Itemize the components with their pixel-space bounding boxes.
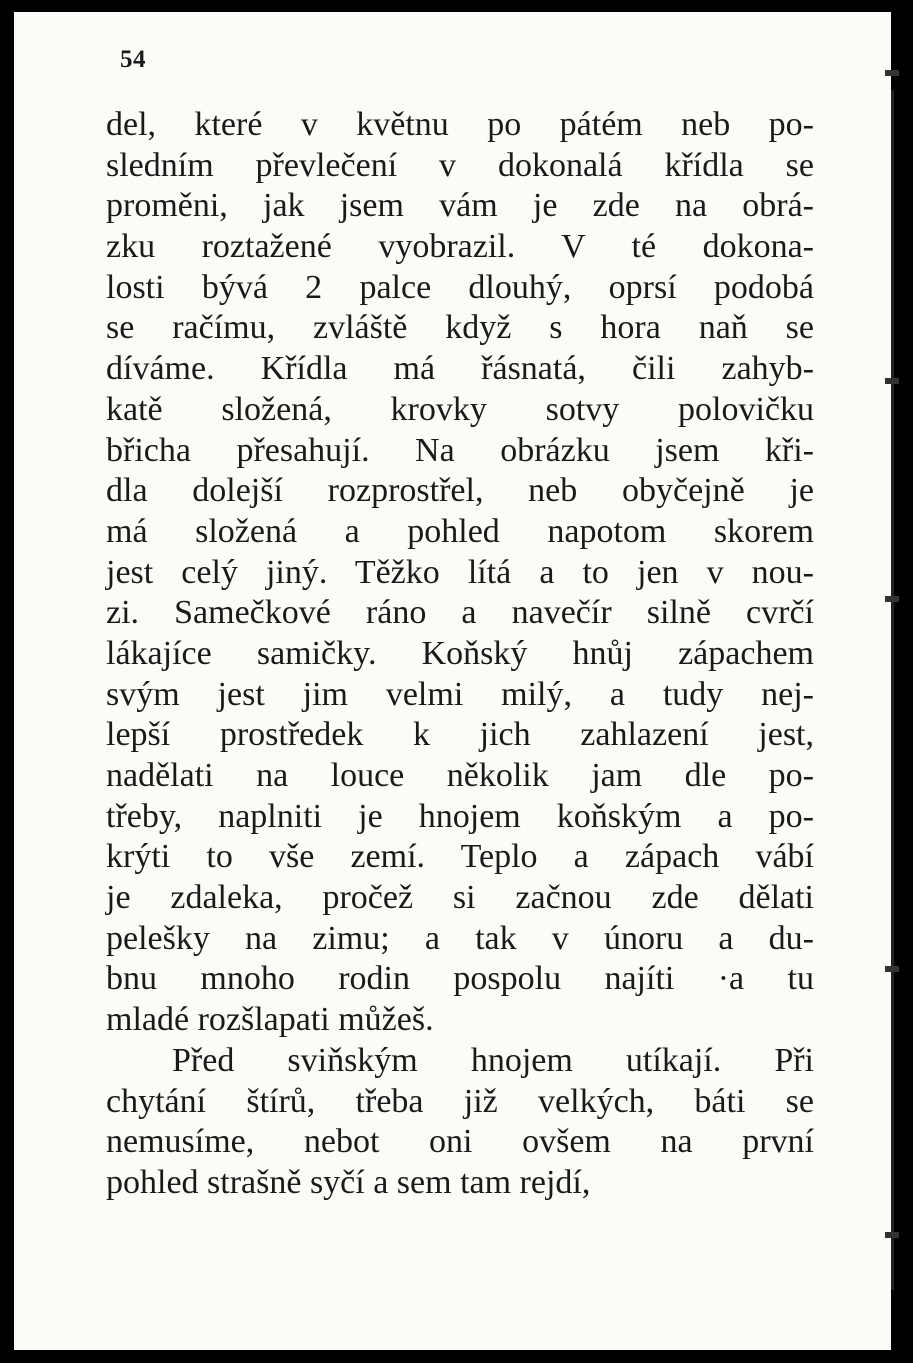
book-page xyxy=(14,12,891,1350)
text-line: břicha přesahují. Na obrázku jsem kři- xyxy=(106,431,814,469)
text-line: pelešky na zimu; a tak v únoru a du- xyxy=(106,919,814,957)
text-line: lákajíce samičky. Koňský hnůj zápachem xyxy=(106,634,814,672)
binding-mark xyxy=(885,378,899,384)
text-line: sledním převlečení v dokonalá křídla se xyxy=(106,146,814,184)
text-line: del, které v květnu po pátém neb po- xyxy=(106,106,814,143)
text-line: má složená a pohled napotom skorem xyxy=(106,512,814,550)
text-line: katě složená, krovky sotvy polovičku xyxy=(106,390,814,428)
page-number: 54 xyxy=(120,46,146,73)
text-line: bnu mnoho rodin pospolu najíti ·a tu xyxy=(106,960,814,998)
text-line: jest celý jiný. Těžko lítá a to jen v nou- xyxy=(106,553,814,591)
text-line: lepší prostředek k jich zahlazení jest, xyxy=(106,716,814,754)
text-line: díváme. Křídla má řásnatá, čili zahyb- xyxy=(106,350,814,388)
text-line: dla dolejší rozprostřel, neb obyčejně je xyxy=(106,472,814,510)
text-line: zi. Samečkové ráno a navečír silně cvrčí xyxy=(106,594,814,632)
text-line: svým jest jim velmi milý, a tudy nej- xyxy=(106,675,814,713)
text-line: nemusíme, nebot oni ovšem na první xyxy=(106,1123,814,1161)
text-line: zku roztažené vyobrazil. V té dokona- xyxy=(106,228,814,266)
text-line: pohled strašně syčí a sem tam rejdí, xyxy=(106,1163,591,1201)
text-line: proměni, jak jsem vám je zde na obrá- xyxy=(106,187,814,225)
binding-mark xyxy=(885,596,899,602)
text-line: chytání štírů, třeba již velkých, báti se xyxy=(106,1082,814,1120)
text-line: nadělati na louce několik jam dle po- xyxy=(106,757,814,794)
text-line: mladé rozšlapati můžeš. xyxy=(106,1001,434,1039)
binding-mark xyxy=(885,966,899,972)
text-line: Před sviňským hnojem utíkají. Při xyxy=(172,1041,814,1079)
binding-edge xyxy=(881,0,913,1363)
binding-rule xyxy=(891,90,894,1290)
text-line: losti bývá 2 palce dlouhý, oprsí podobá xyxy=(106,268,814,306)
binding-mark xyxy=(885,1232,899,1238)
text-line: se račímu, zvláště když s hora naň se xyxy=(106,309,814,347)
body-text xyxy=(106,105,814,1204)
text-line: třeby, naplniti je hnojem koňským a po- xyxy=(106,797,814,835)
binding-mark xyxy=(885,70,899,76)
text-line: je zdaleka, pročež si začnou zde dělati xyxy=(106,879,814,917)
text-line: krýti to vše zemí. Teplo a zápach vábí xyxy=(106,838,814,876)
